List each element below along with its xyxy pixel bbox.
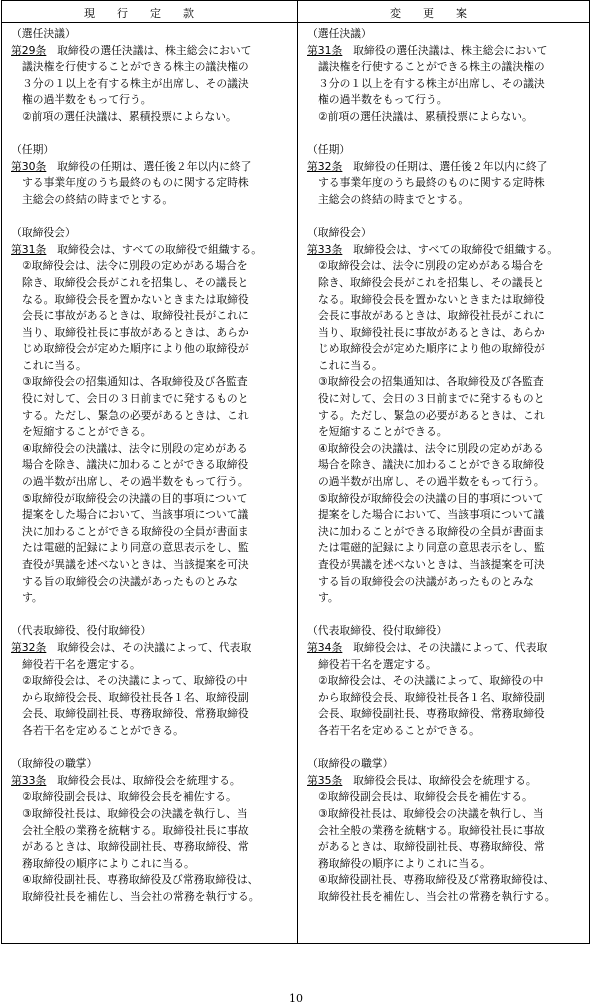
article-first-line	[307, 773, 591, 790]
article-block	[11, 623, 295, 739]
article-text-line: から取締役会長、取締役社長各１名、取締役副	[22, 690, 249, 704]
article-text-line: 提案をした場合において、当該事項について議	[22, 508, 249, 522]
article-first-line	[307, 242, 591, 259]
article-text-line: これに当る。	[318, 358, 383, 372]
current-articles-column	[11, 26, 295, 922]
article-number: 第35条	[307, 773, 343, 787]
article-text-line: 議決権を行使することができる株主の議決権の	[22, 60, 249, 74]
article-number: 第33条	[307, 242, 343, 256]
article-text-line: 権の過半数をもって行う。	[318, 93, 448, 107]
article-text-line: する旨の取締役会の決議があったものとみな	[22, 574, 238, 588]
proposed-changes-column	[307, 26, 591, 922]
article-text-line: ⑤取締役が取締役会の決議の目的事項について	[22, 491, 248, 505]
article-text: 取締役会は、その決議によって、代表取	[46, 640, 252, 654]
article-block	[11, 26, 295, 126]
article-text-line: ④取締役会の決議は、法令に別段の定めがある	[22, 441, 248, 455]
article-block	[307, 225, 591, 607]
article-heading: （代表取締役、役付取締役）	[11, 624, 152, 638]
page-number: 10	[289, 992, 303, 1005]
article-number: 第29条	[11, 43, 47, 57]
article-text-line: 務取締役の順序によりこれに当る。	[22, 856, 195, 870]
article-text-line: 取締役社長を補佐し、当会社の常務を執行する。	[22, 889, 260, 903]
article-text: 取締役の任期は、選任後２年以内に終了	[342, 159, 548, 173]
article-text: 取締役の任期は、選任後２年以内に終了	[46, 159, 252, 173]
article-text-line: する。ただし、緊急の必要があるときは、これ	[22, 408, 249, 422]
article-text-line: 取締役社長を補佐し、当会社の常務を執行する。	[318, 889, 556, 903]
article-text-line: する事業年度のうち最終のものに関する定時株	[318, 176, 545, 190]
article-text: 取締役会長は、取締役会を統理する。	[342, 773, 537, 787]
article-block	[307, 756, 591, 905]
article-text-line: する事業年度のうち最終のものに関する定時株	[22, 176, 249, 190]
article-first-line	[307, 640, 591, 657]
article-text-line: 会長、取締役副社長、専務取締役、常務取締役	[22, 707, 249, 721]
article-number: 第32条	[11, 640, 47, 654]
article-text-line: たは電磁的記録により同意の意思表示をし、監	[22, 541, 249, 555]
article-text-line: があるときは、取締役副社長、専務取締役、常	[318, 840, 545, 854]
article-first-line	[11, 242, 295, 259]
article-text-line: ３分の１以上を有する株主が出席し、その議決	[318, 76, 545, 90]
article-text-line: 役に対して、会日の３日前までに発するものと	[22, 392, 249, 406]
article-text-line: ②取締役副会長は、取締役会長を補佐する。	[22, 790, 237, 804]
article-text-line: の過半数が出席し、その過半数をもって行う。	[318, 475, 545, 489]
comparison-table	[1, 0, 590, 944]
article-text-line: 場合を除き、議決に加わることができる取締役	[22, 458, 249, 472]
article-text-line: 各若干名を定めることができる。	[318, 723, 480, 737]
article-heading: （取締役の職掌）	[307, 757, 394, 771]
header-current-articles: 現 行 定 款	[84, 7, 194, 20]
article-number: 第31条	[11, 242, 47, 256]
article-text-line: 締役若干名を選定する。	[318, 657, 437, 671]
article-text-line: の過半数が出席し、その過半数をもって行う。	[22, 475, 249, 489]
table-header-row	[2, 1, 589, 23]
article-text: 取締役の選任決議は、株主総会において	[46, 43, 252, 57]
article-block	[307, 142, 591, 208]
article-text-line: 会長に事故があるときは、取締役社長がこれに	[22, 309, 249, 323]
article-text-line: ②取締役会は、その決議によって、取締役の中	[318, 674, 544, 688]
article-text: 取締役の選任決議は、株主総会において	[342, 43, 548, 57]
article-heading: （取締役会）	[307, 226, 372, 240]
article-text-line: ④取締役副社長、専務取締役及び常務取締役は、	[318, 873, 555, 887]
article-text-line: 決に加わることができる取締役の全員が書面ま	[318, 524, 545, 538]
article-text: 取締役会は、すべての取締役で組織する。	[46, 242, 263, 256]
article-text-line: ②取締役会は、法令に別段の定めがある場合を	[22, 259, 248, 273]
article-number: 第30条	[11, 159, 47, 173]
header-proposed-changes: 変 更 案	[390, 7, 467, 20]
article-first-line	[11, 43, 295, 60]
article-heading: （選任決議）	[307, 27, 372, 40]
article-text-line: する旨の取締役会の決議があったものとみな	[318, 574, 534, 588]
article-text-line: 提案をした場合において、当該事項について議	[318, 508, 545, 522]
article-first-line	[11, 159, 295, 176]
article-text-line: ②前項の選任決議は、累積投票によらない。	[22, 109, 237, 123]
article-text-line: 会長、取締役副社長、専務取締役、常務取締役	[318, 707, 545, 721]
article-text-line: する。ただし、緊急の必要があるときは、これ	[318, 408, 545, 422]
article-first-line	[11, 773, 295, 790]
article-text-line: なる。取締役会長を置かないときまたは取締役	[22, 292, 249, 306]
article-text-line: から取締役会長、取締役社長各１名、取締役副	[318, 690, 545, 704]
article-number: 第34条	[307, 640, 343, 654]
article-text-line: 当り、取締役社長に事故があるときは、あらか	[22, 325, 249, 339]
article-number: 第32条	[307, 159, 343, 173]
article-text-line: ②取締役会は、法令に別段の定めがある場合を	[318, 259, 544, 273]
article-text-line: ④取締役副社長、専務取締役及び常務取締役は、	[22, 873, 259, 887]
article-block	[307, 623, 591, 739]
article-text-line: ③取締役社長は、取締役会の決議を執行し、当	[22, 806, 248, 820]
article-text-line: じめ取締役会が定めた順序により他の取締役が	[318, 342, 545, 356]
article-number: 第31条	[307, 43, 343, 57]
article-text-line: 各若干名を定めることができる。	[22, 723, 184, 737]
article-text-line: 権の過半数をもって行う。	[22, 93, 152, 107]
article-text-line: があるときは、取締役副社長、専務取締役、常	[22, 840, 249, 854]
article-text: 取締役会は、すべての取締役で組織する。	[342, 242, 559, 256]
article-text-line: 査役が異議を述べないときは、当該提案を可決	[318, 558, 545, 571]
article-text-line: ②取締役会は、その決議によって、取締役の中	[22, 674, 248, 688]
article-text-line: 決に加わることができる取締役の全員が書面ま	[22, 524, 249, 538]
article-text-line: 会社全般の業務を統轄する。取締役社長に事故	[22, 823, 249, 837]
article-text-line: 場合を除き、議決に加わることができる取締役	[318, 458, 545, 472]
article-text-line: 務取締役の順序によりこれに当る。	[318, 856, 491, 870]
article-text-line: なる。取締役会長を置かないときまたは取締役	[318, 292, 545, 306]
article-text-line: す。	[22, 591, 43, 605]
article-heading: （代表取締役、役付取締役）	[307, 624, 448, 638]
article-first-line	[11, 640, 295, 657]
article-text: 取締役会長は、取締役会を統理する。	[46, 773, 241, 787]
article-text-line: ③取締役会の招集通知は、各取締役及び各監査	[22, 375, 248, 389]
article-text-line: 主総会の終結の時までとする。	[22, 192, 174, 206]
article-heading: （取締役会）	[11, 226, 76, 240]
article-text-line: ３分の１以上を有する株主が出席し、その議決	[22, 76, 249, 90]
article-text-line: ②取締役副会長は、取締役会長を補佐する。	[318, 790, 533, 804]
article-text-line: たは電磁的記録により同意の意思表示をし、監	[318, 541, 545, 555]
article-text-line: 会長に事故があるときは、取締役社長がこれに	[318, 309, 545, 323]
article-first-line	[307, 159, 591, 176]
article-heading: （任期）	[307, 143, 351, 157]
article-text-line: ②前項の選任決議は、累積投票によらない。	[318, 109, 533, 123]
article-text-line: 議決権を行使することができる株主の議決権の	[318, 60, 545, 74]
article-text-line: す。	[318, 591, 339, 605]
column-divider	[297, 1, 298, 943]
article-text-line: 締役若干名を選定する。	[22, 657, 141, 671]
article-heading: （選任決議）	[11, 27, 76, 40]
article-text-line: を短縮することができる。	[318, 425, 448, 439]
article-text-line: 役に対して、会日の３日前までに発するものと	[318, 392, 545, 406]
article-number: 第33条	[11, 773, 47, 787]
article-text-line: じめ取締役会が定めた順序により他の取締役が	[22, 342, 249, 356]
article-text-line: 主総会の終結の時までとする。	[318, 192, 470, 206]
article-heading: （任期）	[11, 143, 55, 157]
article-text-line: ⑤取締役が取締役会の決議の目的事項について	[318, 491, 544, 505]
article-text-line: 査役が異議を述べないときは、当該提案を可決	[22, 558, 249, 571]
article-block	[307, 26, 591, 126]
article-block	[11, 142, 295, 208]
article-text-line: ③取締役会の招集通知は、各取締役及び各監査	[318, 375, 544, 389]
article-text-line: 当り、取締役社長に事故があるときは、あらか	[318, 325, 545, 339]
article-block	[11, 756, 295, 905]
article-text-line: を短縮することができる。	[22, 425, 152, 439]
article-block	[11, 225, 295, 607]
article-text-line: ③取締役社長は、取締役会の決議を執行し、当	[318, 806, 544, 820]
article-text-line: 会社全般の業務を統轄する。取締役社長に事故	[318, 823, 545, 837]
article-heading: （取締役の職掌）	[11, 757, 98, 771]
article-text-line: これに当る。	[22, 358, 87, 372]
article-text-line: ④取締役会の決議は、法令に別段の定めがある	[318, 441, 544, 455]
article-first-line	[307, 43, 591, 60]
article-text-line: 除き、取締役会長がこれを招集し、その議長と	[318, 275, 545, 289]
article-text-line: 除き、取締役会長がこれを招集し、その議長と	[22, 275, 249, 289]
article-text: 取締役会は、その決議によって、代表取	[342, 640, 548, 654]
